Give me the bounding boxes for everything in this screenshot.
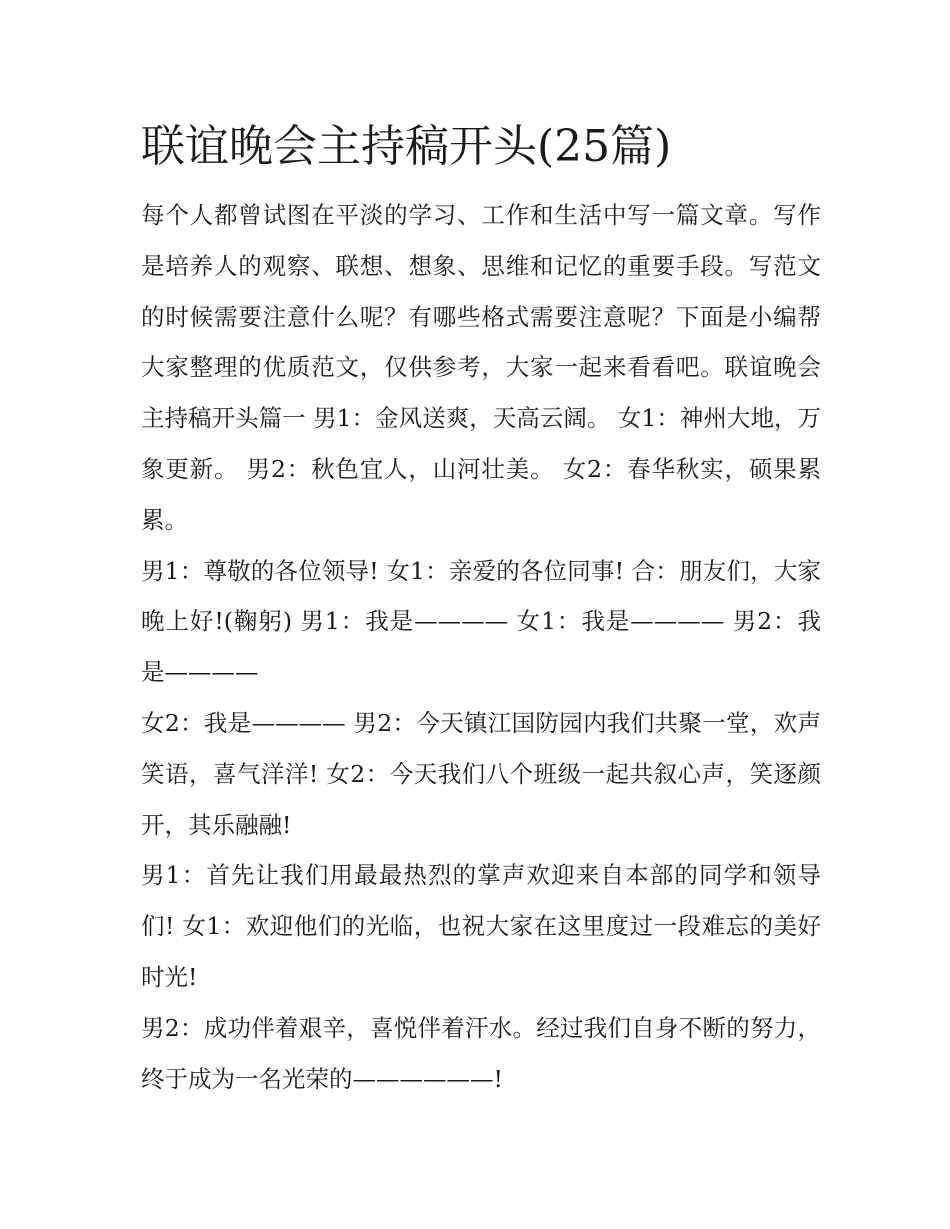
paragraph-gathering: 女2：我是———— 男2：今天镇江国防园内我们共聚一堂，欢声笑语，喜气洋洋! 女2：今天我们八个班级一起共叙心声，笑逐颜开，其乐融融! (141, 708, 821, 839)
document-page (141, 112, 821, 1104)
document-title: 联谊晚会主持稿开头(25篇) (141, 121, 672, 172)
paragraph-success: 男2：成功伴着艰辛，喜悦伴着汗水。经过我们自身不断的努力，终于成为一名光荣的——————! (141, 1013, 821, 1093)
document-body (141, 190, 821, 1104)
paragraph-greeting: 男1：尊敬的各位领导! 女1：亲爱的各位同事! 合：朋友们，大家晚上好!(鞠躬) 男1：我是———— 女1：我是———— 男2：我是———— (141, 556, 821, 687)
paragraph-intro: 每个人都曾试图在平淡的学习、工作和生活中写一篇文章。写作是培养人的观察、联想、想象、思维和记忆的重要手段。写范文的时候需要注意什么呢？有哪些格式需要注意呢？下面是小编帮大家整理的优质范文，仅供参考，大家一起来看看吧。联谊晚会主持稿开头篇一 男1：金风送爽，天高云阔。 女1：神州大地，万象更新。 男2：秋色宜人，山河壮美。 女2：春华秋实，硕果累累。 (141, 201, 821, 534)
paragraph-welcome: 男1：首先让我们用最最热烈的掌声欢迎来自本部的同学和领导们! 女1：欢迎他们的光临，也祝大家在这里度过一段难忘的美好时光! (141, 861, 821, 991)
